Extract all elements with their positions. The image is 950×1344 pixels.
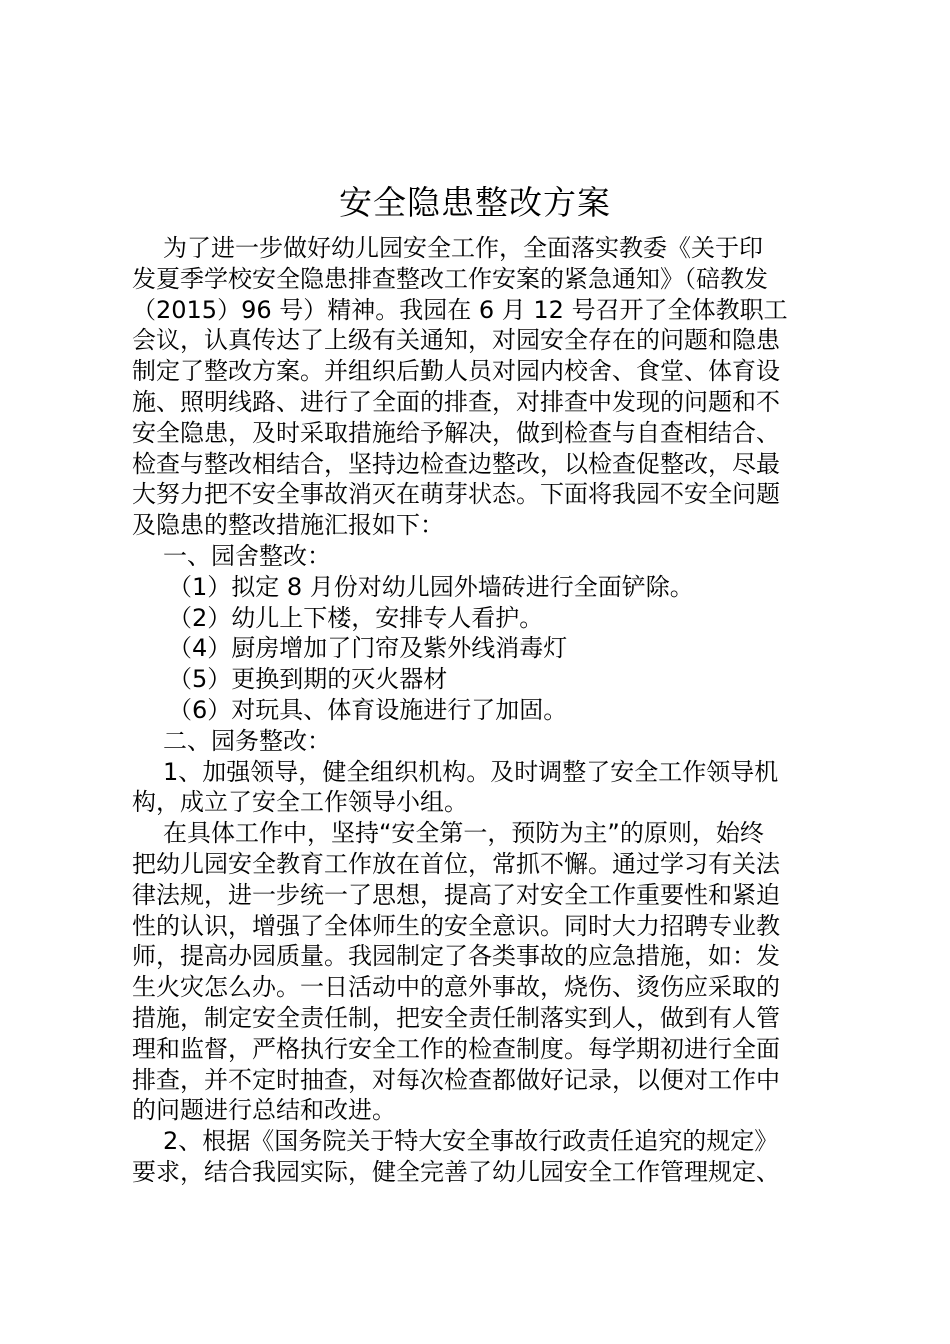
text-line: 1、加强领导，健全组织机构。及时调整了安全工作领导机 [163, 757, 779, 786]
text-line: （1）拟定 8 月份对幼儿园外墙砖进行全面铲除。 [168, 572, 694, 601]
text-line: 理和监督，严格执行安全工作的检查制度。每学期初进行全面 [132, 1034, 780, 1063]
text-line: 排查，并不定时抽查，对每次检查都做好记录，以便对工作中 [132, 1065, 780, 1094]
text-line: 措施，制定安全责任制，把安全责任制落实到人，做到有人管 [132, 1003, 780, 1032]
text-line: 发夏季学校安全隐患排查整改工作安案的紧急通知》（碚教发 [132, 264, 768, 293]
text-line: 会议，认真传达了上级有关通知，对园安全存在的问题和隐患 [132, 326, 780, 355]
text-line: 性的认识，增强了全体师生的安全意识。同时大力招聘专业教 [132, 911, 780, 940]
text-line: 安全隐患，及时采取措施给予解决，做到检查与自查相结合、 [132, 418, 780, 447]
document-title: 安全隐患整改方案 [339, 183, 611, 222]
text-line: 把幼儿园安全教育工作放在首位，常抓不懈。通过学习有关法 [132, 849, 780, 878]
text-line: （5）更换到期的灭火器材 [168, 665, 448, 694]
text-line: 为了进一步做好幼儿园安全工作，全面落实教委《关于印 [163, 234, 763, 262]
text-line: 二、园务整改： [163, 726, 331, 755]
text-line: 2、根据《国务院关于特大安全事故行政责任追究的规定》 [163, 1127, 779, 1156]
text-line: 律法规，进一步统一了思想，提高了对安全工作重要性和紧迫 [132, 880, 780, 909]
document-body [132, 233, 832, 1188]
text-line: （2015）96 号）精神。我园在 6 月 12 号召开了全体教职工 [132, 295, 788, 324]
text-line: 在具体工作中，坚持“安全第一，预防为主”的原则，始终 [163, 819, 764, 848]
text-line: 制定了整改方案。并组织后勤人员对园内校舍、食堂、体育设 [132, 357, 780, 386]
text-line: 的问题进行总结和改进。 [132, 1096, 396, 1125]
text-line: 要求，结合我园实际，健全完善了幼儿园安全工作管理规定、 [132, 1157, 780, 1186]
text-line: 生火灾怎么办。一日活动中的意外事故，烧伤、烫伤应采取的 [132, 973, 780, 1002]
text-line: （6）对玩具、体育设施进行了加固。 [168, 695, 568, 724]
text-line: 及隐患的整改措施汇报如下： [132, 511, 444, 540]
text-line: （2）幼儿上下楼，安排专人看护。 [168, 603, 544, 632]
text-line: 师，提高办园质量。我园制定了各类事故的应急措施，如：发 [132, 942, 780, 971]
text-line: 施、照明线路、进行了全面的排查，对排查中发现的问题和不 [132, 387, 780, 416]
text-line: 构，成立了安全工作领导小组。 [132, 788, 468, 817]
text-line: 一、园舍整改： [163, 541, 331, 570]
text-line: 检查与整改相结合，坚持边检查边整改，以检查促整改，尽最 [132, 449, 780, 478]
text-line: 大努力把不安全事故消灭在萌芽状态。下面将我园不安全问题 [132, 480, 780, 509]
text-line: （4）厨房增加了门帘及紫外线消毒灯 [168, 634, 568, 663]
